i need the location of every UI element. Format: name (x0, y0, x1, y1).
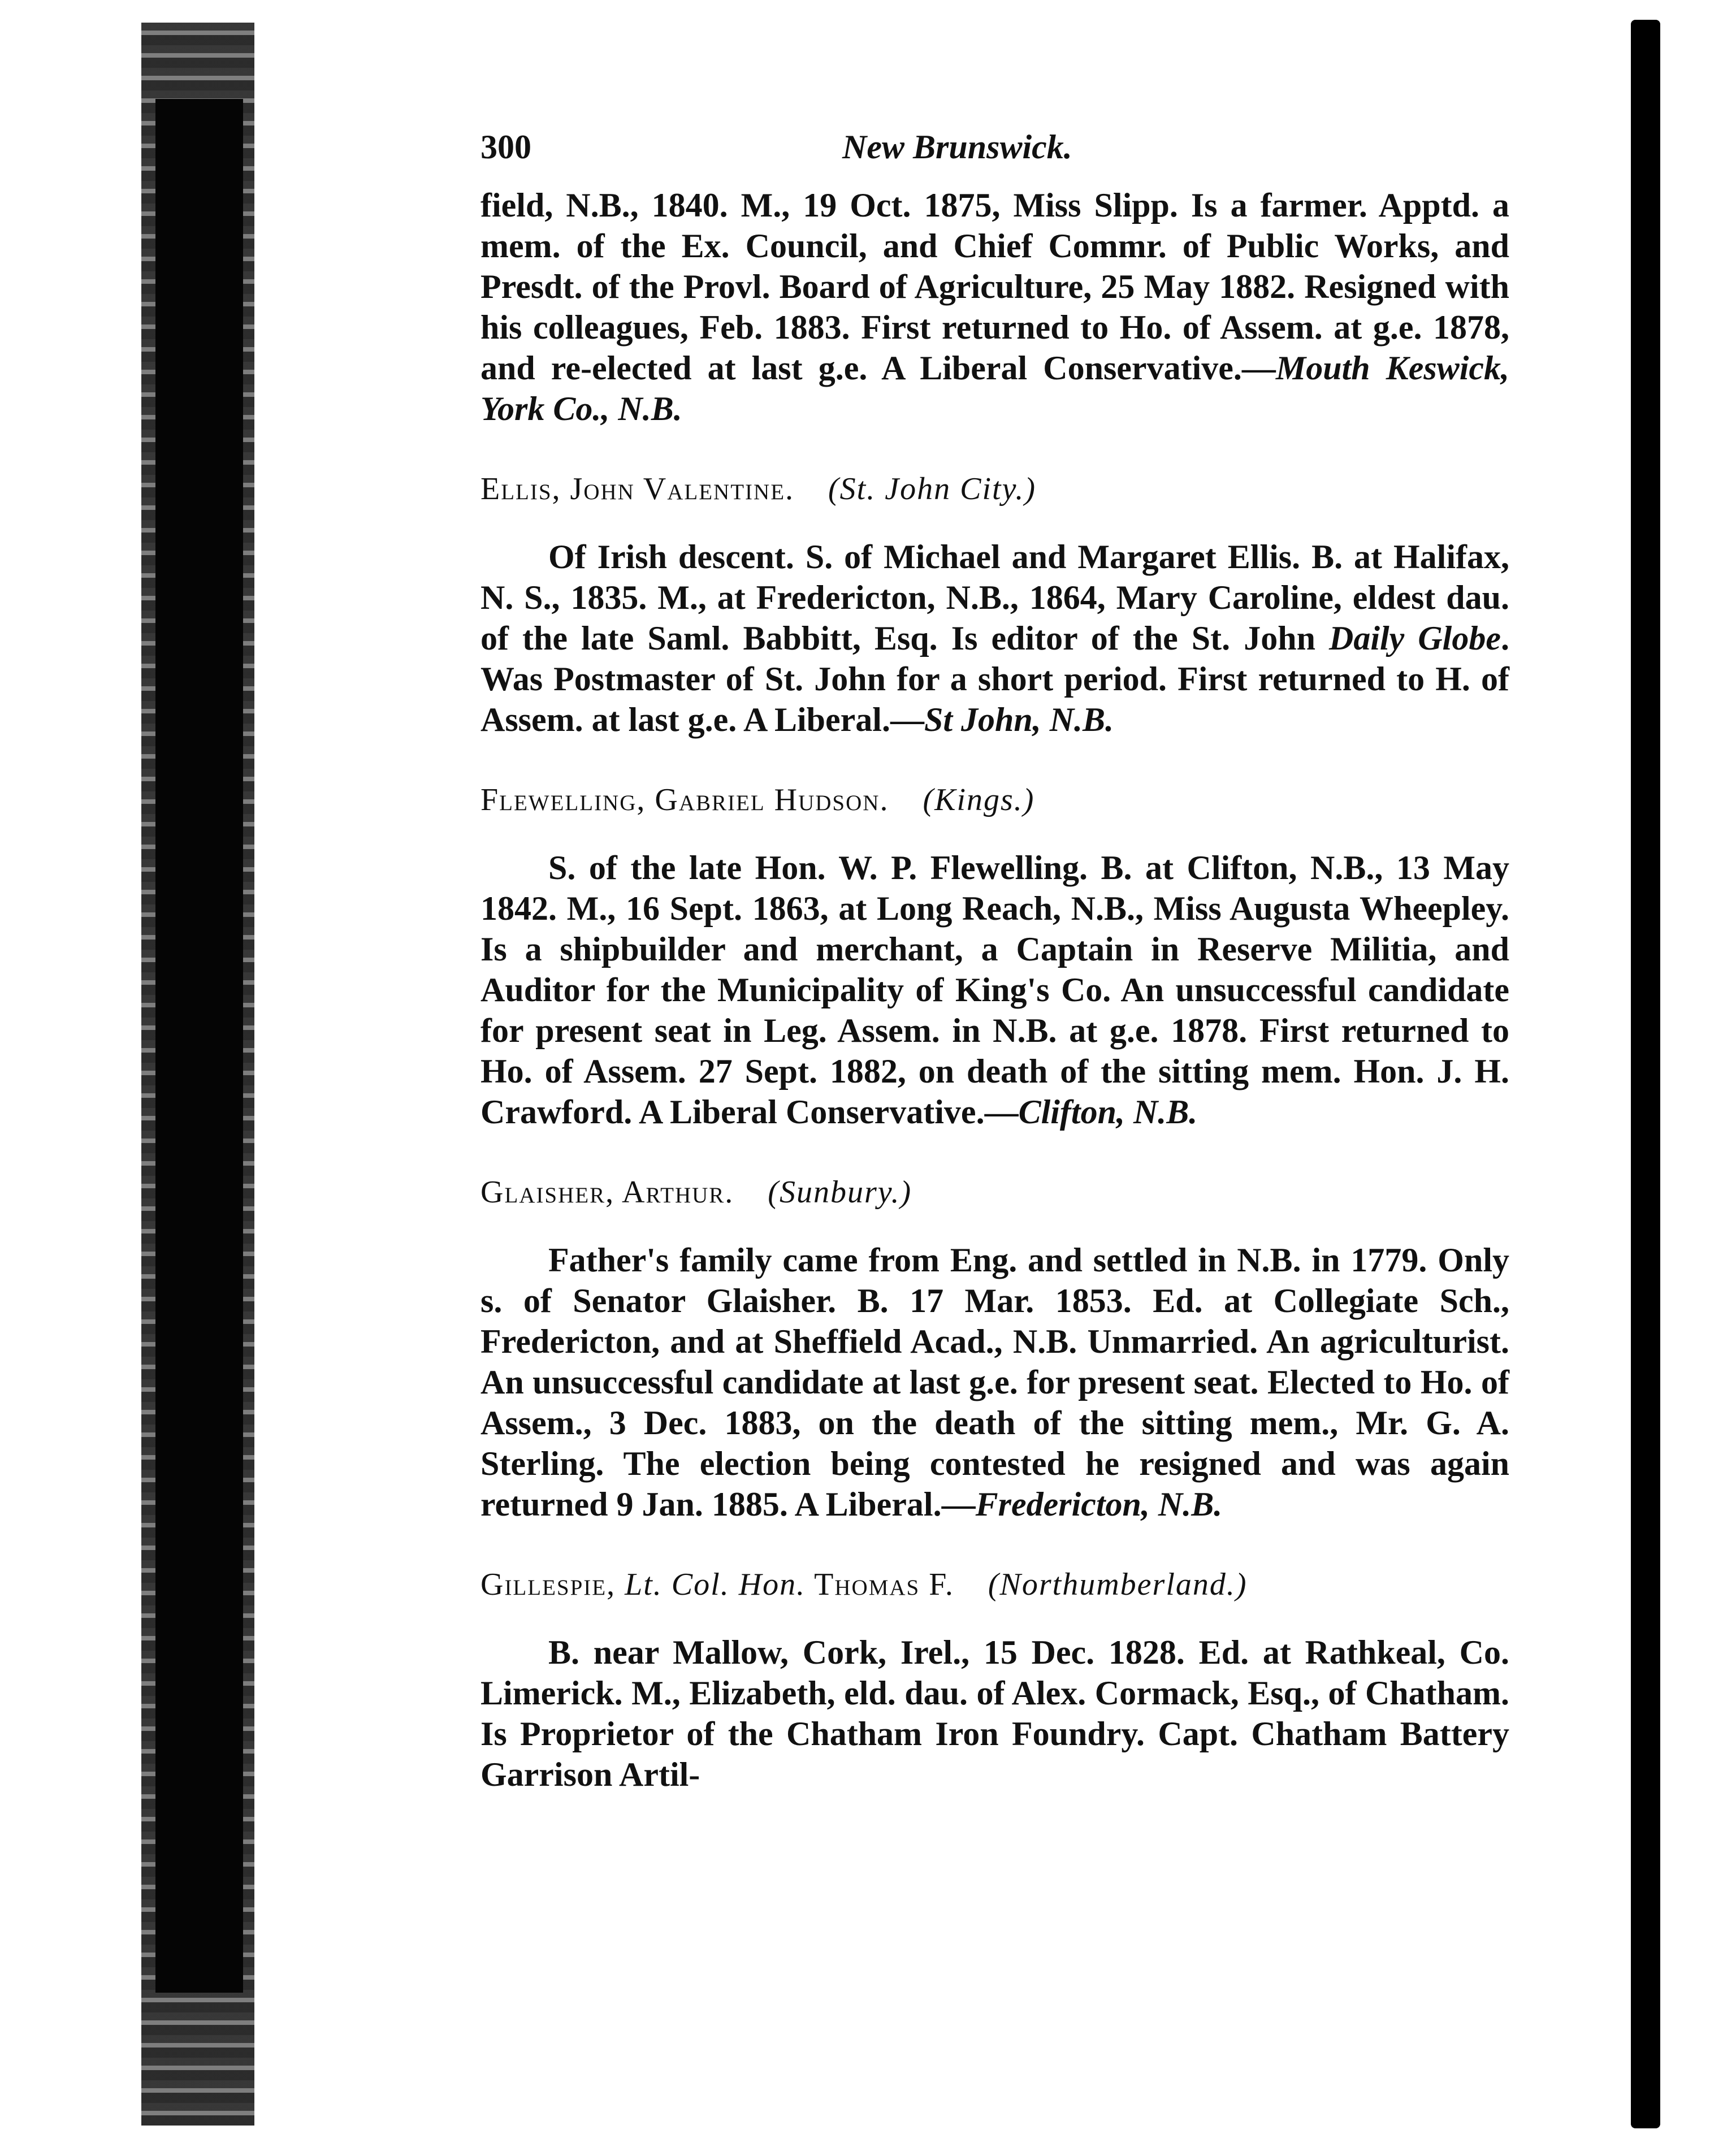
entry-text-rest: . Was Postmaster of St. John for a short period. First returned to H. of Assem. at last g.e. A Liberal.— (480, 620, 1509, 738)
entry-heading-gillespie (480, 1564, 1509, 1605)
entry-text: B. near Mallow, Cork, Irel., 15 Dec. 1828. Ed. at Rathkeal, Co. Limerick. M., Elizabeth, eld. dau. of Alex. Cormack, Esq., of Chatham. Is Proprietor of the Chatham Iron Foundry. Capt. Chatham Battery Garrison Artil- (480, 1634, 1509, 1793)
member-name: Flewelling, Gabriel Hudson. (480, 782, 889, 817)
entry-body-glaisher (480, 1240, 1509, 1525)
running-head (480, 122, 1509, 172)
member-given-names: Thomas F. (814, 1567, 954, 1602)
scan-shadow-right (1631, 20, 1660, 2128)
entry-body-flewelling (480, 847, 1509, 1132)
member-name: Ellis, John Valentine. (480, 471, 795, 507)
entry-text: Father's family came from Eng. and settled in N.B. in 1779. Only s. of Senator Glaisher. B. 17 Mar. 1853. Ed. at Collegiate Sch., Fredericton, and at Sheffield Acad., N.B. Unmarried. An agriculturist. An unsuccessful candidate at last g.e. for present seat. Elected to Ho. of Assem., 3 Dec. 1883, on the death of the sitting mem., Mr. G. A. Sterling. The election being contested he resigned and was again returned 9 Jan. 1885. A Liberal.— (480, 1241, 1509, 1523)
continued-entry (480, 185, 1509, 429)
entry-heading-ellis (480, 469, 1509, 509)
entry-body-ellis (480, 536, 1509, 740)
entry-body-gillespie (480, 1632, 1509, 1795)
residence: Fredericton, N.B. (975, 1486, 1223, 1523)
book-page (480, 122, 1509, 2015)
residence: St John, N.B. (924, 701, 1114, 738)
constituency: (St. John City.) (828, 471, 1036, 507)
page-number: 300 (480, 128, 531, 166)
member-surname: Gillespie, (480, 1567, 616, 1602)
entry-heading-glaisher (480, 1172, 1509, 1213)
running-title: New Brunswick. (842, 128, 1072, 166)
constituency: (Sunbury.) (768, 1175, 912, 1210)
residence: Clifton, N.B. (1018, 1093, 1198, 1131)
constituency: (Northumberland.) (988, 1567, 1248, 1602)
continued-entry-residence: Mouth Keswick, York Co., N.B. (480, 349, 1510, 427)
entry-text: Of Irish descent. S. of Michael and Margaret Ellis. B. at Halifax, N. S., 1835. M., at Fredericton, N.B., 1864, Mary Caroline, eldest dau. of the late Saml. Babbitt, Esq. Is editor of the St. John (480, 538, 1509, 657)
entry-heading-flewelling (480, 780, 1509, 820)
newspaper-title: Daily Globe (1329, 620, 1501, 657)
member-name: Glaisher, Arthur. (480, 1175, 734, 1210)
scan-shadow-left-core (155, 99, 243, 1993)
entry-text: S. of the late Hon. W. P. Flewelling. B. at Clifton, N.B., 13 May 1842. M., 16 Sept. 1863, at Long Reach, N.B., Miss Augusta Wheepley. Is a shipbuilder and merchant, a Captain in Reserve Militia, and Auditor for the Municipality of King's Co. An unsuccessful candidate for present seat in Leg. Assem. in N.B. at g.e. 1878. First returned to Ho. of Assem. 27 Sept. 1882, on death of the sitting mem. Hon. J. H. Crawford. A Liberal Conservative.— (480, 849, 1509, 1131)
continued-entry-text: field, N.B., 1840. M., 19 Oct. 1875, Miss Slipp. Is a farmer. Apptd. a mem. of the Ex. Council, and Chief Commr. of Public Works, and Presdt. of the Provl. Board of Agriculture, 25 May 1882. Resigned with his colleagues, Feb. 1883. First returned to Ho. of Assem. at g.e. 1878, and re-elected at last g.e. A Liberal Conservative.— (480, 187, 1509, 387)
constituency: (Kings.) (923, 782, 1035, 817)
member-title: Lt. Col. Hon. (625, 1567, 806, 1602)
